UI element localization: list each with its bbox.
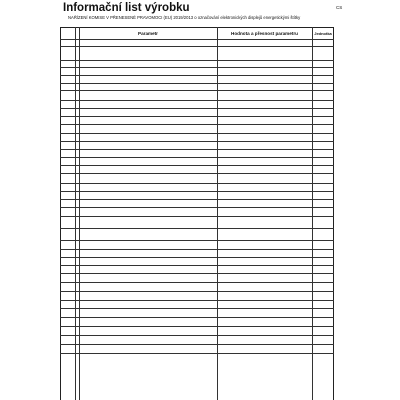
column-header-value: Hodnota a přesnost parametru [231,30,298,36]
row-divider [60,265,334,266]
row-divider [60,191,334,192]
row-divider [60,317,334,318]
row-divider [60,326,334,327]
row-divider [60,273,334,274]
regulation-intro: NAŘÍZENÍ KOMISE V PŘENESENÉ PRAVOMOCI (EU) 2019/2013 o označování elektronických displejů energetickými štítky [68,15,301,20]
row-divider [60,282,334,283]
row-divider [60,228,334,229]
row-divider [60,335,334,336]
row-divider [60,83,334,84]
row-divider [60,90,334,91]
row-divider [60,240,334,241]
row-divider [60,141,334,142]
row-divider [60,165,334,166]
row-divider [60,116,334,117]
row-divider [60,67,334,68]
row-divider [60,199,334,200]
row-divider [60,60,334,61]
column-header-unit: Jednotka [314,30,332,36]
row-divider [60,308,334,309]
row-divider [60,300,334,301]
row-divider [60,249,334,250]
row-divider [60,353,334,354]
row-divider [60,207,334,208]
row-divider [60,183,334,184]
row-divider [60,39,334,40]
row-divider [60,124,334,125]
row-divider [60,291,334,292]
row-divider [60,108,334,109]
column-header-parameter: Parametr [138,30,158,36]
row-divider [60,75,334,76]
row-divider [60,216,334,217]
row-divider [60,46,334,47]
row-divider [60,257,334,258]
row-divider [60,173,334,174]
row-divider [60,133,334,134]
language-code: CS [336,5,343,10]
row-divider [60,157,334,158]
row-divider [60,149,334,150]
row-divider [60,100,334,101]
sheet-title: Informační list výrobku [63,2,190,14]
row-divider [60,344,334,345]
